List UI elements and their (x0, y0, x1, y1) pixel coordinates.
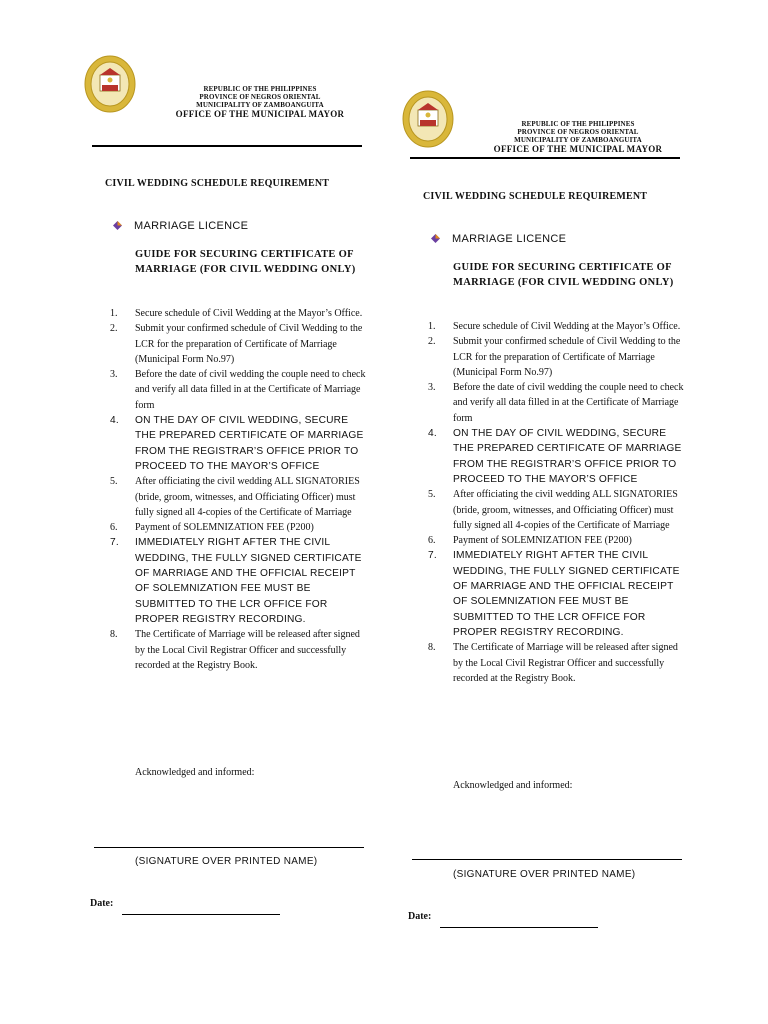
step-item: 8. The Certificate of Marriage will be released after signed by the Local Civil Registrar Officer and successfully recorded at the Registry Book. (110, 629, 360, 671)
step-item: 6. Payment of SOLEMNIZATION FEE (P200) (110, 522, 314, 534)
step-item: 2. Submit your confirmed schedule of Civil Wedding to the LCR for the preparation of Certificate of Marriage (Municipal Form No.97) (110, 323, 363, 365)
step-item: 2. Submit your confirmed schedule of Civil Wedding to the LCR for the preparation of Certificate of Marriage (Municipal Form No.97) (428, 336, 681, 378)
header-divider (410, 157, 680, 159)
province-line: PROVINCE OF NEGROS ORIENTAL (517, 128, 639, 136)
step-item: 5. After officiating the civil wedding ALL SIGNATORIES (bride, groom, witnesses, and Officiating Officer) must fully signed all 4-copies of the Certificate of Marriage (428, 489, 678, 531)
form-copy-right (398, 90, 698, 922)
bullet-icon (113, 221, 122, 230)
municipality-line: MUNICIPALITY OF ZAMBOANGUITA (196, 101, 324, 109)
signature-line (412, 859, 682, 860)
step-item: 1. Secure schedule of Civil Wedding at the Mayor’s Office. (428, 321, 681, 332)
marriage-licence-label: MARRIAGE LICENCE (452, 233, 567, 245)
step-item: 8. The Certificate of Marriage will be released after signed by the Local Civil Registrar Officer and successfully recorded at the Registry Book. (428, 642, 678, 684)
step-item: 4. ON THE DAY OF CIVIL WEDDING, SECURE THE PREPARED CERTIFICATE OF MARRIAGE FROM THE REGISTRAR’S OFFICE PRIOR TO PROCEED TO THE MAYOR’S OFFICE (110, 415, 364, 472)
signature-line (94, 847, 364, 848)
office-line: OFFICE OF THE MUNICIPAL MAYOR (493, 144, 663, 154)
acknowledged-text: Acknowledged and informed: (453, 780, 573, 791)
step-item: 1. Secure schedule of Civil Wedding at the Mayor’s Office. (110, 308, 363, 319)
marriage-licence-label: MARRIAGE LICENCE (134, 220, 249, 232)
letterhead (80, 55, 380, 125)
header-divider (92, 145, 362, 147)
office-line: OFFICE OF THE MUNICIPAL MAYOR (175, 109, 345, 119)
form-copy-left (80, 55, 380, 909)
date-line (122, 914, 280, 915)
step-item: 7. IMMEDIATELY RIGHT AFTER THE CIVIL WEDDING, THE FULLY SIGNED CERTIFICATE OF MARRIAGE AND THE OFFICIAL RECEIPT OF SOLEMNIZATION FEE MUST BE SUBMITTED TO THE LCR OFFICE FOR PROPER REGISTRY RECORDING. (428, 550, 680, 638)
date-line (440, 927, 598, 928)
steps-list (428, 319, 690, 686)
date-label: Date: (408, 911, 432, 922)
page-title: CIVIL WEDDING SCHEDULE REQUIREMENT (423, 191, 648, 202)
guide-heading: GUIDE FOR SECURING CERTIFICATE OF MARRIAGE (FOR CIVIL WEDDING ONLY) (453, 262, 674, 288)
republic-line: REPUBLIC OF THE PHILIPPINES (521, 120, 635, 128)
step-item: 3. Before the date of civil wedding the couple need to check and verify all data filled in at the Certificate of Marriage form (110, 369, 366, 411)
municipal-seal-icon (84, 55, 136, 113)
acknowledged-text: Acknowledged and informed: (135, 767, 255, 778)
page-title: CIVIL WEDDING SCHEDULE REQUIREMENT (105, 178, 330, 189)
province-line: PROVINCE OF NEGROS ORIENTAL (199, 93, 321, 101)
republic-line: REPUBLIC OF THE PHILIPPINES (203, 85, 317, 93)
signature-label: (SIGNATURE OVER PRINTED NAME) (453, 869, 636, 880)
step-item: 4. ON THE DAY OF CIVIL WEDDING, SECURE THE PREPARED CERTIFICATE OF MARRIAGE FROM THE REGISTRAR’S OFFICE PRIOR TO PROCEED TO THE MAYOR’S OFFICE (428, 428, 682, 485)
step-item: 7. IMMEDIATELY RIGHT AFTER THE CIVIL WEDDING, THE FULLY SIGNED CERTIFICATE OF MARRIAGE AND THE OFFICIAL RECEIPT OF SOLEMNIZATION FEE MUST BE SUBMITTED TO THE LCR OFFICE FOR PROPER REGISTRY RECORDING. (110, 537, 362, 625)
letterhead (398, 90, 698, 160)
step-item: 5. After officiating the civil wedding ALL SIGNATORIES (bride, groom, witnesses, and Officiating Officer) must fully signed all 4-copies of the Certificate of Marriage (110, 476, 360, 518)
bullet-icon (431, 234, 440, 243)
municipal-seal-icon (402, 90, 454, 148)
marriage-licence-item (113, 220, 248, 232)
step-item: 3. Before the date of civil wedding the couple need to check and verify all data filled in at the Certificate of Marriage form (428, 382, 684, 424)
signature-label: (SIGNATURE OVER PRINTED NAME) (135, 856, 318, 867)
guide-heading: GUIDE FOR SECURING CERTIFICATE OF MARRIAGE (FOR CIVIL WEDDING ONLY) (135, 249, 356, 275)
marriage-licence-item (431, 233, 566, 245)
municipality-line: MUNICIPALITY OF ZAMBOANGUITA (514, 136, 642, 144)
step-item: 6. Payment of SOLEMNIZATION FEE (P200) (428, 535, 632, 547)
steps-list (110, 306, 372, 673)
date-label: Date: (90, 898, 114, 909)
